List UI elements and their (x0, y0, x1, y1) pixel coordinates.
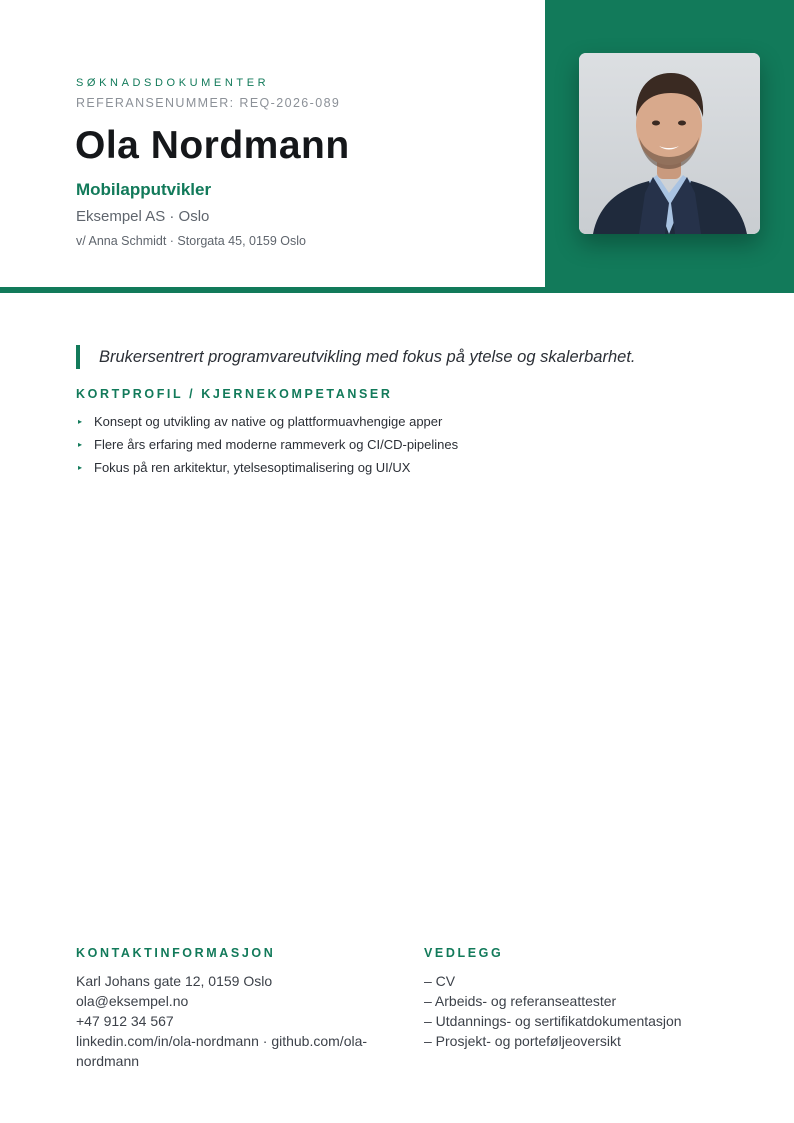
reference-number: REFERANSENUMMER: REQ-2026-089 (76, 96, 341, 110)
list-item (76, 410, 458, 433)
contact-email[interactable]: ola@eksempel.no (76, 993, 189, 1009)
contact-section (76, 946, 376, 1071)
attachments-heading: VEDLEGG (424, 946, 504, 960)
contact-links[interactable]: linkedin.com/in/ola-nordmann · github.com/ola-nordmann (76, 1033, 368, 1069)
list-item (76, 433, 458, 456)
contact-phone[interactable]: +47 912 34 567 (76, 1013, 174, 1029)
profile-photo (579, 53, 760, 234)
attachments-section (424, 946, 724, 1051)
attachment-item: – Prosjekt- og porteføljeoversikt (424, 1033, 621, 1049)
attachment-item: – Utdannings- og sertifikatdokumentasjon (424, 1013, 682, 1029)
company-location: Eksempel AS · Oslo (76, 208, 210, 225)
list-item-text: Fokus på ren arkitektur, ytelsesoptimalisering og UI/UX (94, 460, 411, 475)
portrait-image (579, 53, 760, 234)
header (0, 0, 794, 293)
recipient-address: v/ Anna Schmidt · Storgata 45, 0159 Oslo (76, 234, 306, 248)
list-item-text: Flere års erfaring med moderne rammeverk og CI/CD-pipelines (94, 437, 459, 452)
triangle-bullet-icon: ▸ (78, 417, 83, 426)
job-title: Mobilapputvikler (76, 180, 212, 199)
contact-heading: KONTAKTINFORMASJON (76, 946, 276, 960)
tagline-quote: Brukersentrert programvareutvikling med fokus på ytelse og skalerbarhet. (76, 345, 636, 369)
triangle-bullet-icon: ▸ (78, 440, 83, 449)
document-kicker: SØKNADSDOKUMENTER (76, 77, 270, 89)
header-divider (0, 287, 545, 293)
list-item-text: Konsept og utvikling av native og plattformuavhengige apper (94, 414, 443, 429)
applicant-name: Ola Nordmann (75, 124, 350, 167)
attachment-item: – CV (424, 973, 456, 989)
profile-heading: KORTPROFIL / KJERNEKOMPETANSER (76, 387, 393, 401)
attachment-item: – Arbeids- og referanseattester (424, 993, 617, 1009)
profile-list (76, 410, 458, 479)
list-item (76, 456, 458, 479)
triangle-bullet-icon: ▸ (78, 463, 83, 472)
contact-address: Karl Johans gate 12, 0159 Oslo (76, 973, 273, 989)
